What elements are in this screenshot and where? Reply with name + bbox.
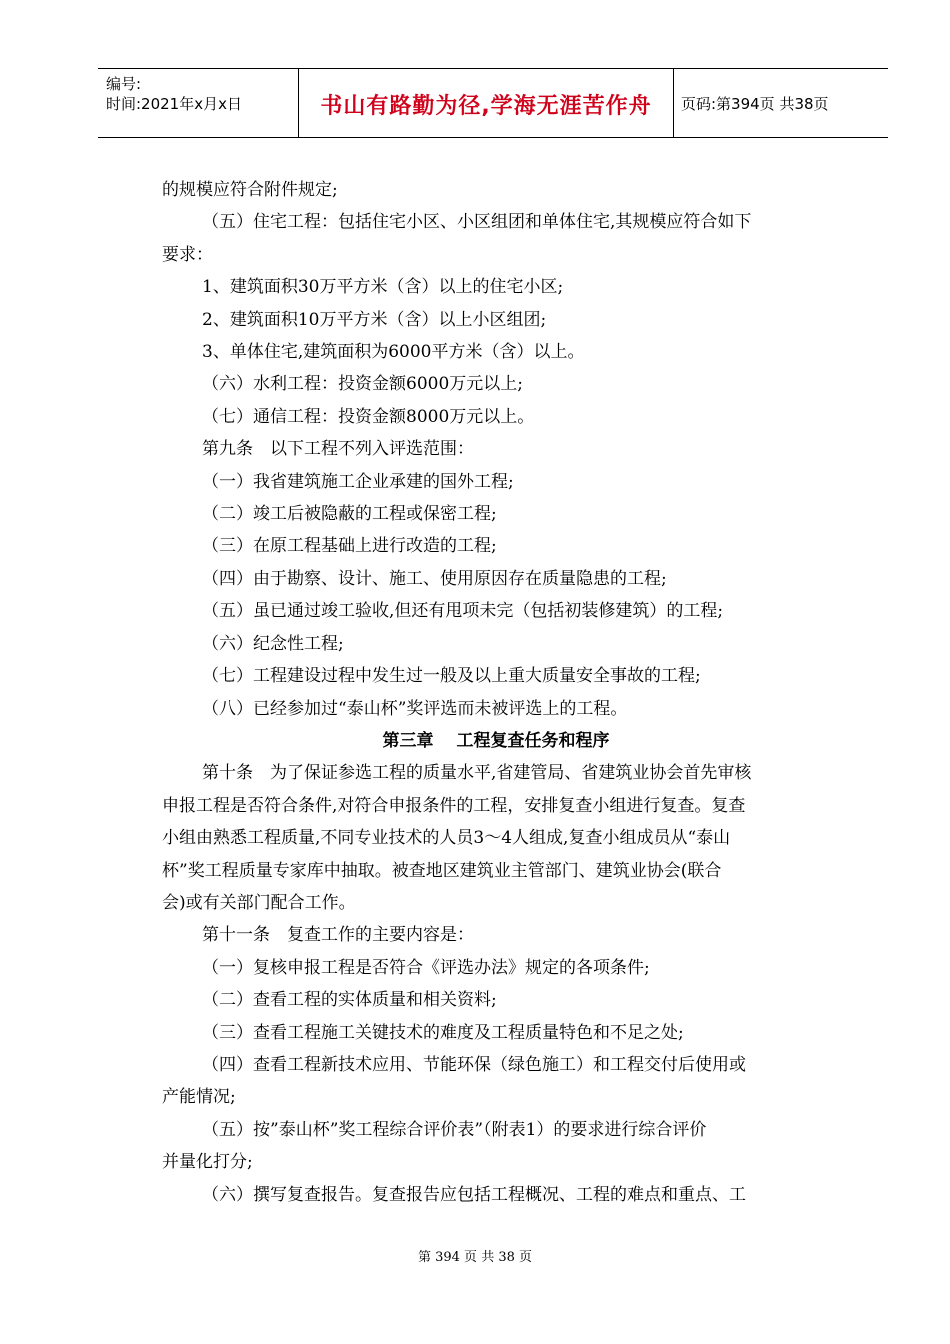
paragraph-line: （六）水利工程：投资金额6000万元以上;	[202, 374, 523, 395]
paragraph-line: 申报工程是否符合条件,对符合申报条件的工程，安排复查小组进行复查。复查	[162, 795, 746, 816]
paragraph-line: 产能情况;	[162, 1087, 236, 1108]
paragraph-line: （七）通信工程：投资金额8000万元以上。	[202, 406, 535, 427]
page-footer: 第 394 页 共 38 页	[417, 1250, 533, 1265]
paragraph-line: 要求：	[162, 244, 213, 265]
paragraph-line: 杯”奖工程质量专家库中抽取。被查地区建筑业主管部门、建筑业协会(联合	[162, 860, 722, 881]
paragraph-line: （五）住宅工程：包括住宅小区、小区组团和单体住宅,其规模应符合如下	[202, 212, 752, 233]
paragraph-line: （六）撰写复查报告。复查报告应包括工程概况、工程的难点和重点、工	[202, 1184, 746, 1205]
paragraph-line: 1、建筑面积30万平方米（含）以上的住宅小区;	[202, 277, 564, 298]
header-motto-cell	[298, 69, 674, 137]
chapter-heading: 第三章 工程复查任务和程序	[382, 730, 610, 751]
paragraph-line: （四）查看工程新技术应用、节能环保（绿色施工）和工程交付后使用或	[202, 1054, 746, 1075]
paragraph-line: 的规模应符合附件规定;	[162, 180, 338, 200]
time-label: 时间:2021年x月x日	[106, 95, 242, 113]
paragraph-line: 2、建筑面积10万平方米（含）以上小区组团;	[202, 309, 547, 330]
paragraph-line: （五）虽已通过竣工验收,但还有甩项未完（包括初装修建筑）的工程;	[202, 601, 724, 622]
paragraph-line: 会)或有关部门配合工作。	[162, 892, 356, 913]
paragraph-line: 小组由熟悉工程质量,不同专业技术的人员3～4人组成,复查小组成员从“泰山	[162, 828, 731, 849]
document-body	[162, 174, 830, 1211]
paragraph-line: （二）竣工后被隐蔽的工程或保密工程;	[202, 504, 497, 525]
paragraph-line: （三）查看工程施工关键技术的难度及工程质量特色和不足之处;	[202, 1022, 684, 1043]
header-page-code: 页码:第394页 共38页	[681, 95, 829, 113]
document-header	[98, 68, 888, 138]
paragraph-line: （七）工程建设过程中发生过一般及以上重大质量安全事故的工程;	[202, 666, 701, 687]
paragraph-line: （五）按”泰山杯”奖工程综合评价表”（附表1）的要求进行综合评价	[202, 1119, 707, 1140]
paragraph-line: 3、单体住宅,建筑面积为6000平方米（含）以上。	[202, 342, 585, 363]
paragraph-line: （八）已经参加过“泰山杯”奖评选而未被评选上的工程。	[202, 698, 628, 719]
header-meta-cell	[98, 69, 298, 137]
paragraph-line: 并量化打分;	[162, 1152, 253, 1173]
paragraph-line: （四）由于勘察、设计、施工、使用原因存在质量隐患的工程;	[202, 568, 667, 589]
header-motto: 书山有路勤为径,学海无涯苦作舟	[320, 94, 652, 119]
paragraph-line: （一）复核申报工程是否符合《评选办法》规定的各项条件;	[202, 957, 650, 978]
paragraph-line: 第九条 以下工程不列入评选范围：	[202, 439, 474, 460]
paragraph-line: （一）我省建筑施工企业承建的国外工程;	[202, 471, 514, 492]
number-label: 编号:	[106, 75, 142, 93]
paragraph-line: 第十一条 复查工作的主要内容是：	[202, 925, 474, 946]
paragraph-line: （三）在原工程基础上进行改造的工程;	[202, 536, 497, 557]
header-page-cell	[673, 69, 888, 137]
paragraph-line: （二）查看工程的实体质量和相关资料;	[202, 990, 497, 1011]
paragraph-line: 第十条 为了保证参选工程的质量水平,省建管局、省建筑业协会首先审核	[202, 763, 752, 784]
paragraph-line: （六）纪念性工程;	[202, 633, 344, 654]
